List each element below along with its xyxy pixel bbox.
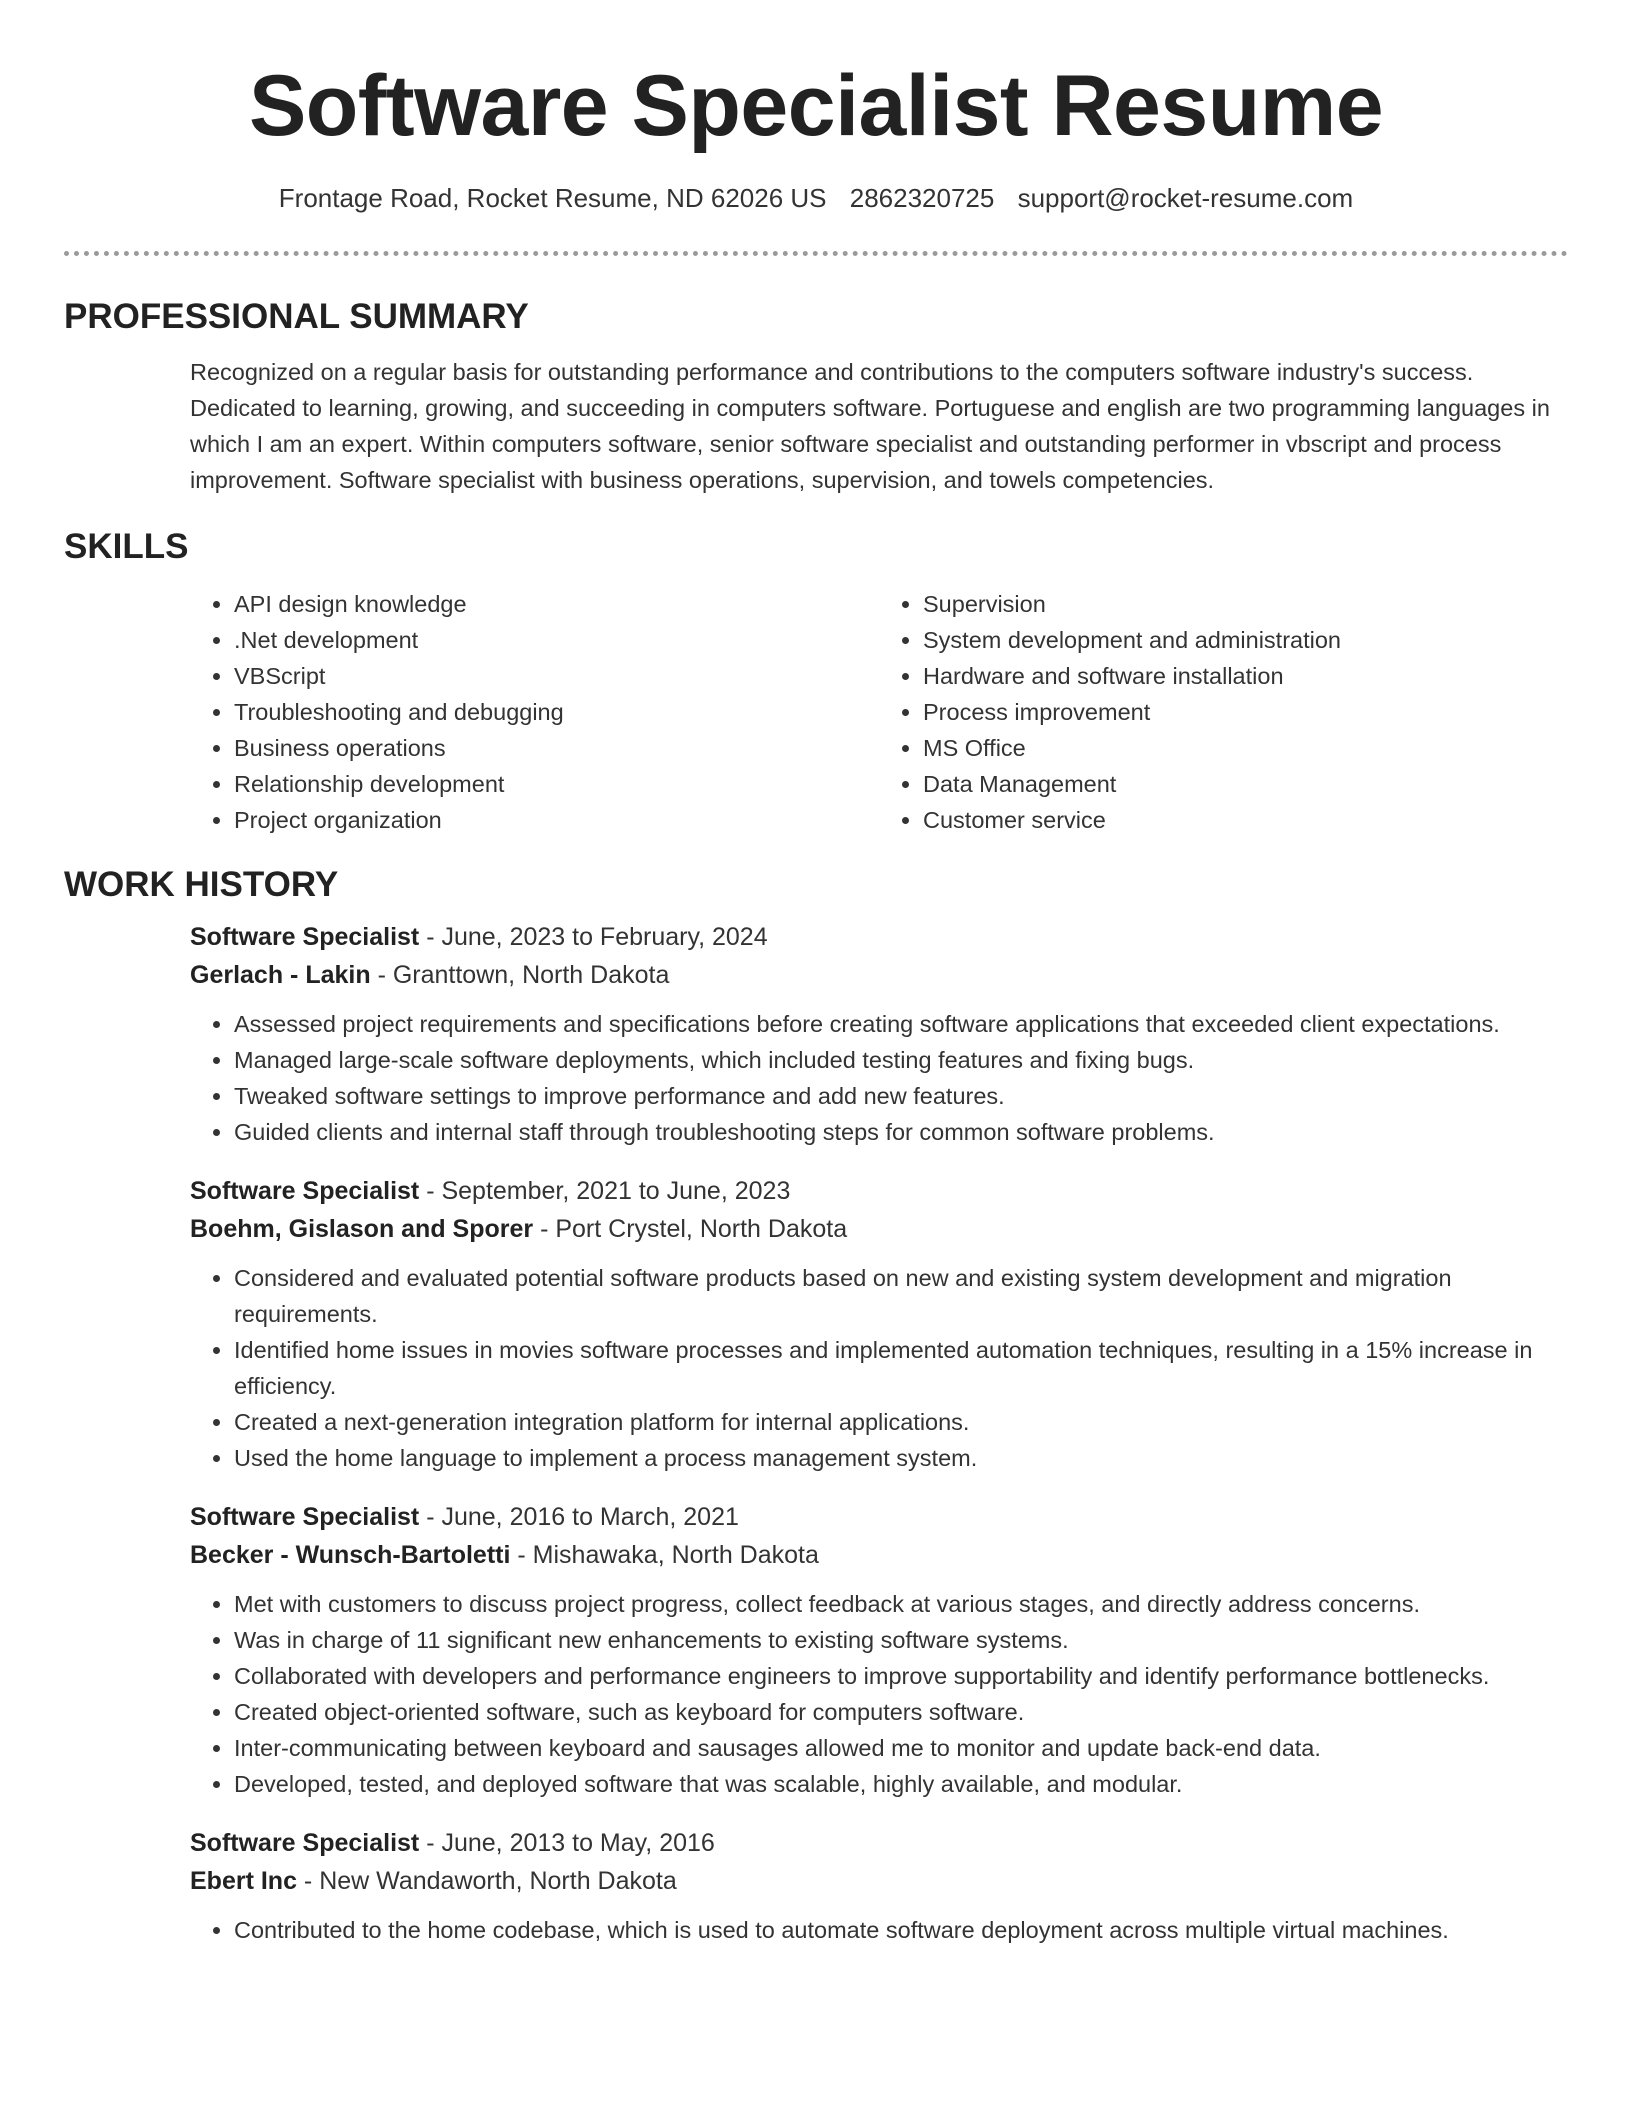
resume-body [64, 292, 1568, 1970]
job-location: - Granttown, North Dakota [370, 961, 670, 989]
job-company: Gerlach - Lakin [190, 961, 371, 989]
job-title: Software Specialist [190, 1829, 420, 1857]
job-bullet: • Identified home issues in movies software processes and implemented automation techniques, resulting in a 15% increase in efficiency. [234, 1332, 1568, 1404]
skill-item: • API design knowledge [234, 586, 879, 622]
job-dates: - June, 2016 to March, 2021 [419, 1503, 739, 1531]
job-bullet: • Was in charge of 11 significant new enhancements to existing software systems. [234, 1622, 1568, 1658]
contact-phone: 2862320725 [849, 183, 995, 213]
job-dates: - June, 2023 to February, 2024 [419, 923, 768, 951]
job-title-line [190, 1498, 1568, 1536]
job-company-line [190, 956, 1568, 994]
skill-item: • Process improvement [923, 694, 1568, 730]
skill-item: • Project organization [234, 802, 879, 838]
job-bullet: • Inter-communicating between keyboard and sausages allowed me to monitor and update back-end data. [234, 1730, 1568, 1766]
job-location: - Port Crystel, North Dakota [533, 1215, 848, 1243]
resume-title: Software Specialist Resume [248, 58, 1384, 154]
job-bullet: • Tweaked software settings to improve performance and add new features. [234, 1078, 1568, 1114]
job-bullet: • Considered and evaluated potential software products based on new and existing system development and migration requirements. [234, 1260, 1568, 1332]
job-bullet: • Contributed to the home codebase, which is used to automate software deployment across multiple virtual machines. [234, 1912, 1568, 1948]
skill-item: • System development and administration [923, 622, 1568, 658]
skill-item: • Customer service [923, 802, 1568, 838]
skills-column-right [879, 586, 1568, 838]
job-bullet: • Managed large-scale software deployments, which included testing features and fixing bugs. [234, 1042, 1568, 1078]
summary-text: Recognized on a regular basis for outstanding performance and contributions to the computers software industry's success. Dedicated to learning, growing, and succeeding in computers software. Portuguese and english are two programming languages in which I am an expert. Within computers software, senior software specialist and outstanding performer in vbscript and process improvement. Software specialist with business operations, supervision, and towels competencies. [190, 359, 1550, 493]
job-bullet: • Collaborated with developers and performance engineers to improve supportability and identify performance bottlenecks. [234, 1658, 1568, 1694]
job-title: Software Specialist [190, 923, 420, 951]
job-location: - New Wandaworth, North Dakota [296, 1867, 677, 1895]
job-dates: - June, 2013 to May, 2016 [419, 1829, 715, 1857]
skill-item: • .Net development [234, 622, 879, 658]
job-title-line [190, 1824, 1568, 1862]
job-bullets [190, 1260, 1568, 1476]
job-company-line [190, 1536, 1568, 1574]
job-title: Software Specialist [190, 1503, 420, 1531]
job-bullet: • Met with customers to discuss project progress, collect feedback at various stages, and directly address concerns. [234, 1586, 1568, 1622]
job-company: Becker - Wunsch-Bartoletti [190, 1541, 511, 1569]
job-dates: - September, 2021 to June, 2023 [419, 1177, 791, 1205]
contact-line [0, 180, 1632, 216]
job-bullets [190, 1006, 1568, 1150]
job-location: - Mishawaka, North Dakota [510, 1541, 819, 1569]
skill-item: • Business operations [234, 730, 879, 766]
skill-item: • MS Office [923, 730, 1568, 766]
skills-heading: SKILLS [64, 527, 189, 566]
skill-item: • Data Management [923, 766, 1568, 802]
skill-item: • VBScript [234, 658, 879, 694]
job-company-line [190, 1862, 1568, 1900]
job-title: Software Specialist [190, 1177, 420, 1205]
skills-list [64, 586, 1568, 838]
job-entry [190, 1172, 1568, 1476]
contact-email: support@rocket-resume.com [1017, 183, 1354, 213]
job-bullet: • Guided clients and internal staff through troubleshooting steps for common software problems. [234, 1114, 1568, 1150]
job-entry [190, 918, 1568, 1150]
job-company: Boehm, Gislason and Sporer [190, 1215, 534, 1243]
skill-item: • Supervision [923, 586, 1568, 622]
job-bullet: • Created a next-generation integration platform for internal applications. [234, 1404, 1568, 1440]
job-company: Ebert Inc [190, 1867, 297, 1895]
skill-item: • Relationship development [234, 766, 879, 802]
work-history-heading: WORK HISTORY [64, 865, 339, 904]
skill-item: • Troubleshooting and debugging [234, 694, 879, 730]
job-bullet: • Created object-oriented software, such as keyboard for computers software. [234, 1694, 1568, 1730]
job-title-line [190, 918, 1568, 956]
header-divider [64, 251, 1568, 256]
work-history-list [64, 918, 1568, 1948]
skills-column-left [190, 586, 879, 838]
job-title-line [190, 1172, 1568, 1210]
job-entry [190, 1498, 1568, 1802]
job-bullets [190, 1586, 1568, 1802]
job-entry [190, 1824, 1568, 1948]
job-bullet: • Used the home language to implement a process management system. [234, 1440, 1568, 1476]
skill-item: • Hardware and software installation [923, 658, 1568, 694]
job-bullets [190, 1912, 1568, 1948]
contact-address: Frontage Road, Rocket Resume, ND 62026 US [278, 183, 827, 213]
job-bullet: • Assessed project requirements and specifications before creating software applications that exceeded client expectations. [234, 1006, 1568, 1042]
job-bullet: • Developed, tested, and deployed software that was scalable, highly available, and modular. [234, 1766, 1568, 1802]
job-company-line [190, 1210, 1568, 1248]
summary-heading: PROFESSIONAL SUMMARY [64, 297, 529, 336]
